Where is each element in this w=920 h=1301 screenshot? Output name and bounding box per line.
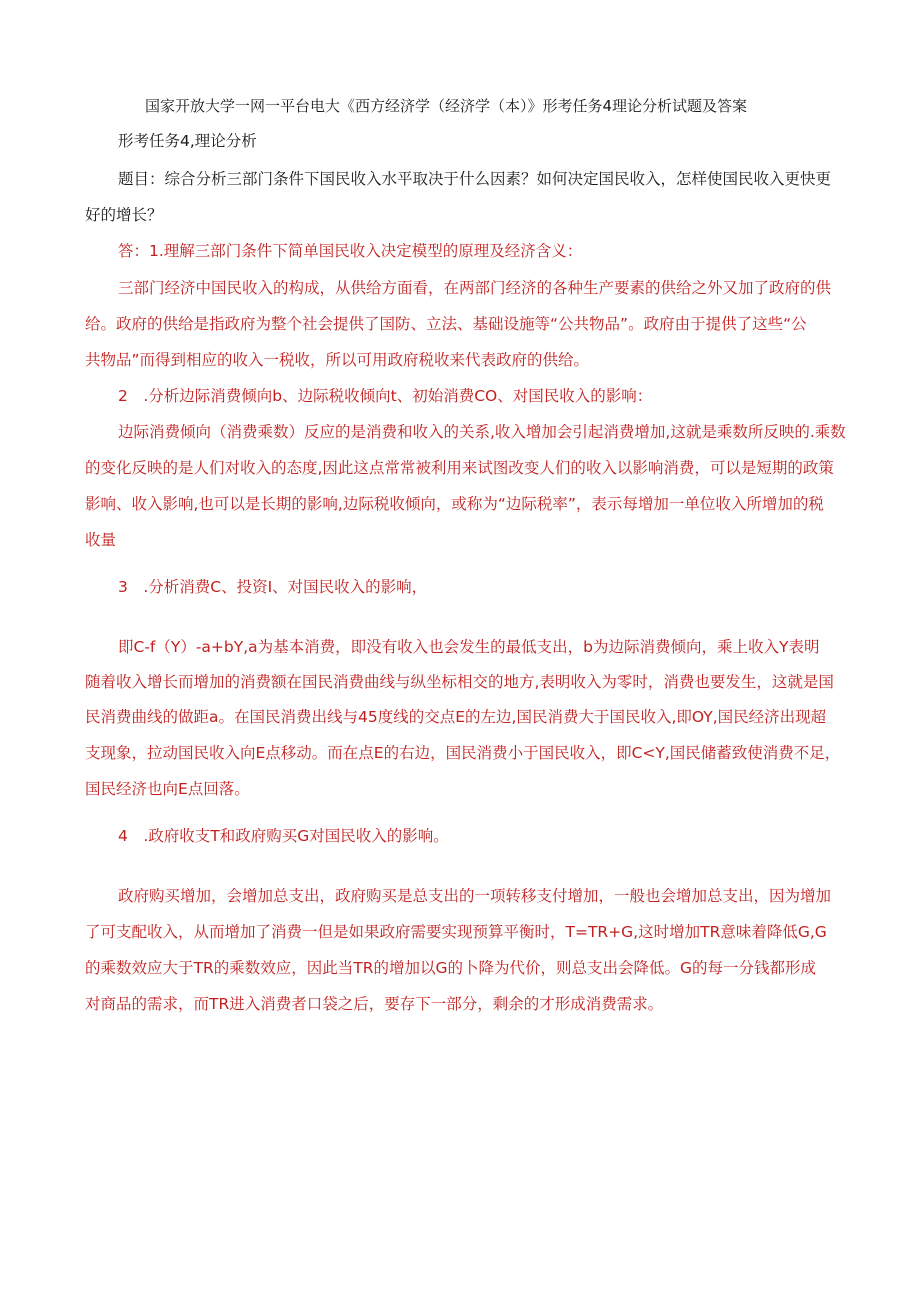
para3-line: 支现象，拉动国民收入向E点移动。而在点E的右边，国民消费小于国民收入，即C<Y,国民储蓄致使消费不足， (85, 744, 841, 762)
answer-heading: 答：1.理解三部门条件下简单国民收入决定模型的原理及经济含义： (118, 242, 583, 260)
section-heading-3: 3 .分析消费C、投资I、对国民收入的影响， (118, 578, 428, 596)
para2-line: 收量 (85, 531, 117, 549)
para4-line: 的乘数效应大于TR的乘数效应，因此当TR的增加以G的卜降为代价，则总支出会降低。G的每一分钱都形成 (85, 959, 817, 977)
para4-line: 了可支配收入，从而增加了消费一但是如果政府需要实现预算平衡时，T=TR+G,这时增加TR意味着降低G,G (85, 923, 827, 941)
para3-line: 民消费曲线的做距a。在国民消费出线与45度线的交点E的左边,国民消费大于国民收入,即OY,国民经济出现超 (85, 708, 827, 726)
para2-line: 的变化反映的是人们对收入的态度,因此这点常常被利用来试图改变人们的收入以影响消费，可以是短期的政策 (85, 459, 834, 477)
question-line-2: 好的增长？ (85, 206, 163, 224)
para4-line: 政府购买增加，会增加总支出，政府购买是总支出的一项转移支付增加，一般也会增加总支出，因为增加 (118, 887, 832, 905)
para4-line: 对商品的需求，而TR进入消费者口袋之后，要存下一部分，剩余的才形成消费需求。 (85, 995, 664, 1013)
para1-line: 给。政府的供给是指政府为整个社会提供了国防、立法、基础设施等“公共物品”。政府由于提供了这些“公 (85, 315, 807, 333)
question-line-1: 题目：综合分析三部门条件下国民收入水平取决于什么因素？如何决定国民收入，怎样使国民收入更快更 (118, 170, 832, 188)
section-heading-2: 2 .分析边际消费倾向b、边际税收倾向t、初始消费CO、对国民收入的影响： (118, 387, 653, 405)
para2-line: 影响、收入影响,也可以是长期的影响,边际税收倾向，或称为“边际税率”，表示每增加一单位收入所增加的税 (85, 495, 824, 513)
para2-line: 边际消费倾向（消费乘数）反应的是消费和收入的关系,收入增加会引起消费增加,这就是乘数所反映的.乘数 (118, 423, 846, 441)
para1-line: 三部门经济中国民收入的构成，从供给方面看，在两部门经济的各种生产要素的供给之外又加了政府的供 (118, 279, 832, 297)
para3-line: 即C-f（Y）-a+bY,a为基本消费，即没有收入也会发生的最低支出，b为边际消费倾向，乘上收入Y表明 (118, 638, 820, 656)
page-title: 国家开放大学一网一平台电大《西方经济学（经济学（本）》形考任务4理论分析试题及答案 (145, 97, 748, 115)
subtitle: 形考任务4,理论分析 (118, 132, 257, 150)
para3-line: 随着收入增长而增加的消费额在国民消费曲线与纵坐标相交的地方,表明收入为零时，消费也要发生，这就是国 (85, 673, 834, 691)
section-heading-4: 4 .政府收支T和政府购买G对国民收入的影响。 (118, 827, 449, 845)
para3-line: 国民经济也向E点回落。 (85, 780, 250, 798)
para1-line: 共物品”而得到相应的收入一税收，所以可用政府税收来代表政府的供给。 (85, 351, 590, 369)
